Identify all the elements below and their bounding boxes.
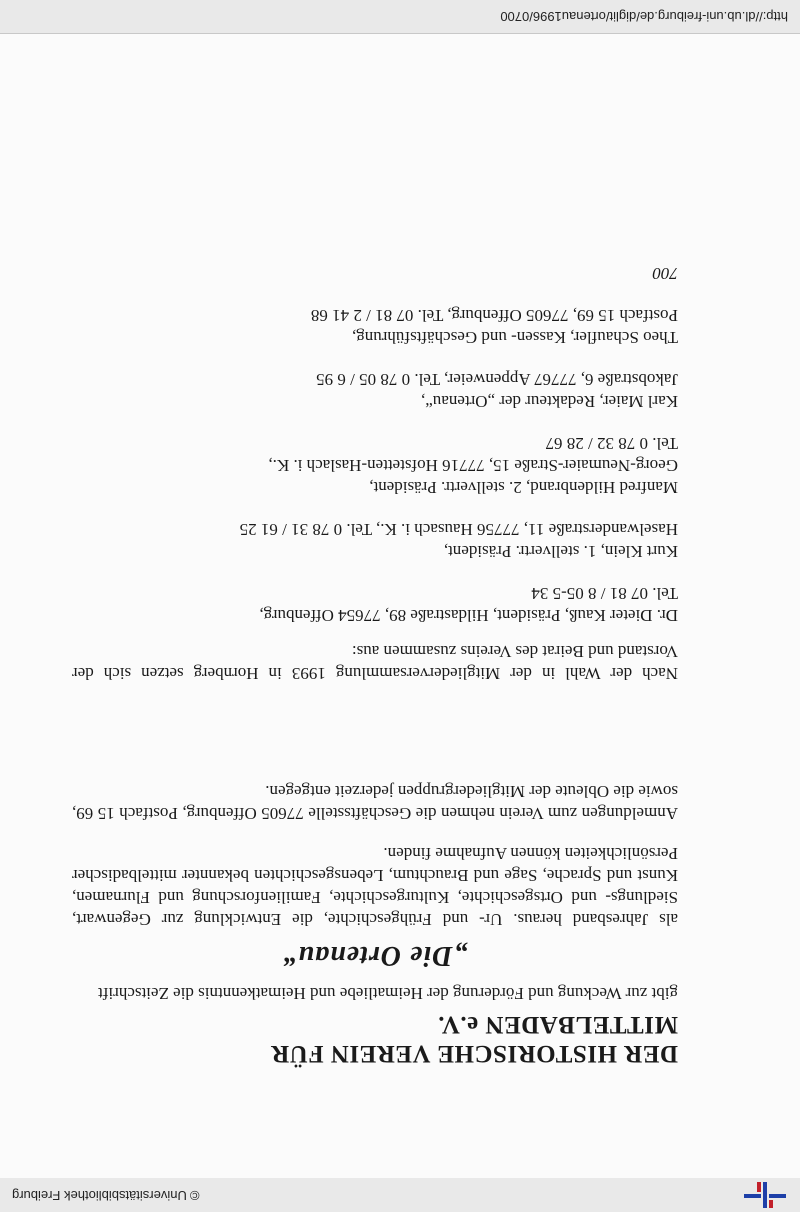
permalink-url[interactable]: http://dl.ub.uni-freiburg.de/diglit/ortenau1996/0700 bbox=[500, 9, 788, 24]
member-line: Karl Maier, Redakteur der „Ortenau“, bbox=[420, 392, 678, 411]
membership-paragraph: Anmeldungen zum Verein nehmen die Geschäftsstelle 77605 Offenburg, Postfach 15 69, sowie die Obleute der Mitgliedergruppen jederzeit entgegen. bbox=[72, 782, 678, 823]
member-line: Manfred Hildenbrand, 2. stellvertr. Präsident, bbox=[369, 478, 678, 497]
page-number: 700 bbox=[652, 264, 678, 283]
copyright-text: Universitätsbibliothek Freiburg bbox=[12, 1188, 187, 1203]
scanned-page bbox=[0, 34, 800, 1178]
page-content bbox=[72, 262, 678, 1068]
title-line-1: DER HISTORISCHE VEREIN FÜR bbox=[270, 1040, 678, 1067]
lead-paragraph: gibt zur Weckung und Förderung der Heimatliebe und Heimatkenntnis die Zeitschrift bbox=[98, 984, 678, 1003]
description-paragraph: als Jahresband heraus. Ur- und Frühgeschichte, die Entwicklung zur Gegenwart, Siedlungs- und Ortsgeschichte, Kulturgeschichte, Familienforschung und Flurnamen, Kunst und Sprache, Sage und Brauchtum, Lebensgeschichten bekannter mittelbadischer Persönlichkeiten können Aufnahme finden. bbox=[72, 844, 678, 929]
member-line: Kurt Klein, 1. stellvertr. Präsident, bbox=[443, 542, 678, 561]
board-intro-paragraph: Nach der Wahl in der Mitgliederversammlung 1993 in Hornberg setzen sich der Vorstand und Beirat des Vereins zusammen aus: bbox=[72, 642, 678, 683]
journal-title: „Die Ortenau“ bbox=[282, 940, 468, 971]
title-line-2: MITTELBADEN e.V. bbox=[437, 1011, 678, 1038]
member-line: Georg-Neumaier-Straße 15, 77716 Hofstetten-Haslach i. K., bbox=[268, 456, 678, 475]
board-member-entry bbox=[72, 432, 678, 498]
member-line: Tel. 0 78 32 / 28 67 bbox=[545, 434, 678, 453]
viewer-header bbox=[0, 1177, 800, 1212]
member-line: Theo Schaufler, Kassen- und Geschäftsführung, bbox=[352, 328, 678, 347]
board-member-list bbox=[72, 304, 678, 626]
library-logo-icon bbox=[744, 1182, 786, 1208]
member-line: Jakobstraße 6, 77767 Appenweier, Tel. 0 78 05 / 6 95 bbox=[316, 370, 678, 389]
board-member-entry bbox=[72, 368, 678, 412]
viewer-footer bbox=[0, 0, 800, 34]
board-member-entry bbox=[72, 304, 678, 348]
member-line: Dr. Dieter Kauß, Präsident, Hildastraße 89, 77654 Offenburg, bbox=[259, 606, 678, 625]
copyright-notice bbox=[12, 1188, 199, 1203]
member-line: Haselwanderstraße 11, 77756 Hausach i. K., Tel. 0 78 31 / 61 25 bbox=[239, 520, 678, 539]
page-title bbox=[72, 1010, 678, 1068]
member-line: Postfach 15 69, 77605 Offenburg, Tel. 07 81 / 2 41 68 bbox=[310, 306, 678, 325]
board-member-entry bbox=[72, 518, 678, 562]
member-line: Tel. 07 81 / 8 05-5 34 bbox=[531, 584, 678, 603]
board-member-entry bbox=[72, 582, 678, 626]
copyright-icon: © bbox=[189, 1188, 200, 1203]
